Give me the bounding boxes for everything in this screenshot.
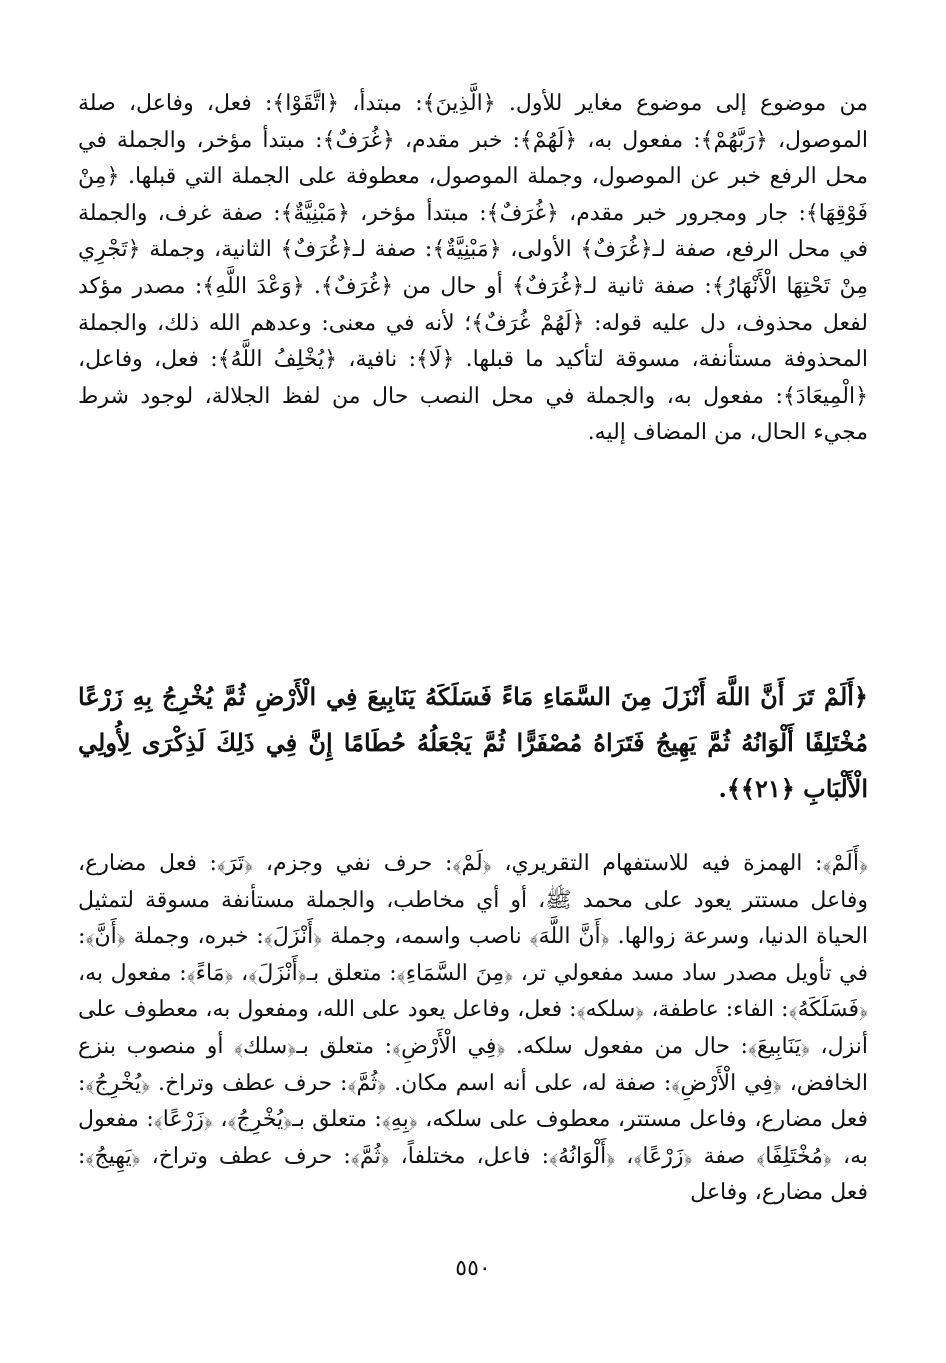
document-page xyxy=(78,78,868,1288)
commentary-paragraph-2: ﴿أَلَمْ﴾: الهمزة فيه للاستفهام التقريري، ﴿لَمْ﴾: حرف نفي وجزم، ﴿تَرَ﴾: فعل مضارع، وفاعل مستتر يعود على محمد ﷺ، أو أي مخاطب، والجملة مستأنفة مسوقة لتمثيل الحياة الدنيا، وسرعة زوالها. ﴿أَنَّ اللَّهَ﴾ ناصب واسمه، وجملة ﴿أَنْزَلَ﴾: خبره، وجملة ﴿أَنَّ﴾: في تأويل مصدر ساد مسد مفعولي تر، ﴿مِنَ السَّمَاءِ﴾: متعلق بـ﴿أَنْزَلَ﴾، ﴿مَاءً﴾: مفعول به، ﴿فَسَلَكَهُ﴾: الفاء: عاطفة، ﴿سلكه﴾: فعل، وفاعل يعود على الله، ومفعول به، معطوف على أنزل، ﴿يَنَابِيعَ﴾: حال من مفعول سلكه. ﴿فِي الْأَرْضِ﴾: متعلق بـ﴿سلك﴾ أو منصوب بنزع الخافض، ﴿فِي الْأَرْضِ﴾: صفة له، على أنه اسم مكان. ﴿ثُمَّ﴾: حرف عطف وتراخ. ﴿يُخْرِجُ﴾: فعل مضارع، وفاعل مستتر، معطوف على سلكه، ﴿بِهِ﴾: متعلق بـ﴿يُخْرِجُ﴾، ﴿زَرْعًا﴾: مفعول به، ﴿مُخْتَلِفًا﴾ صفة ﴿زَرْعًا﴾، ﴿أَلْوَانُهُ﴾: فاعل، مختلفاً، ﴿ثُمَّ﴾: حرف عطف وتراخ، ﴿يَهِيجُ﴾: فعل مضارع، وفاعل xyxy=(78,851,868,1206)
page-number: ٥٥٠ xyxy=(455,1256,491,1281)
commentary-paragraph-1: من موضوع إلى موضوع مغاير للأول. ﴿الَّذِينَ﴾: مبتدأ، ﴿اتَّقَوْا﴾: فعل، وفاعل، صلة الموصول، ﴿رَبَّهُمْ﴾: مفعول به، ﴿لَهُمْ﴾: خبر مقدم، ﴿غُرَفٌ﴾: مبتدأ مؤخر، والجملة في محل الرفع خبر عن الموصول، وجملة الموصول، معطوفة على الجملة التي قبلها. ﴿مِنْ فَوْقِهَا﴾: جار ومجرور خبر مقدم، ﴿غُرَفٌ﴾: مبتدأ مؤخر، ﴿مَبْنِيَّةٌ﴾: صفة غرف، والجملة في محل الرفع، صفة لـ﴿غُرَفٌ﴾ الأولى، ﴿مَبْنِيَّةٌ﴾: صفة لـ﴿غُرَفٌ﴾ الثانية، وجملة ﴿تَجْرِي مِنْ تَحْتِهَا الْأَنْهَارُ﴾: صفة ثانية لـ﴿غُرَفٌ﴾ أو حال من ﴿غُرَفٌ﴾. ﴿وَعْدَ اللَّهِ﴾: مصدر مؤكد لفعل محذوف، دل عليه قوله: ﴿لَهُمْ غُرَفٌ﴾؛ لأنه في معنى: وعدهم الله ذلك، والجملة المحذوفة مستأنفة، مسوقة لتأكيد ما قبلها. ﴿لَا﴾: نافية، ﴿يُخْلِفُ اللَّهُ﴾: فعل، وفاعل، ﴿الْمِيعَادَ﴾: مفعول به، والجملة في محل النصب حال من لفظ الجلالة، لوجود شرط مجيء الحال، من المضاف إليه. xyxy=(78,91,868,446)
quran-verse: ﴿أَلَمْ تَرَ أَنَّ اللَّهَ أَنْزَلَ مِنَ السَّمَاءِ مَاءً فَسَلَكَهُ يَنَابِيعَ فِي الْأَرْضِ ثُمَّ يُخْرِجُ بِهِ زَرْعًا مُخْتَلِفًا أَلْوَانُهُ ثُمَّ يَهِيجُ فَتَرَاهُ مُصْفَرًّا ثُمَّ يَجْعَلُهُ حُطَامًا إِنَّ فِي ذَلِكَ لَذِكْرَى لِأُولِي الْأَلْبَابِ ﴿٢١﴾﴾. xyxy=(78,682,869,803)
